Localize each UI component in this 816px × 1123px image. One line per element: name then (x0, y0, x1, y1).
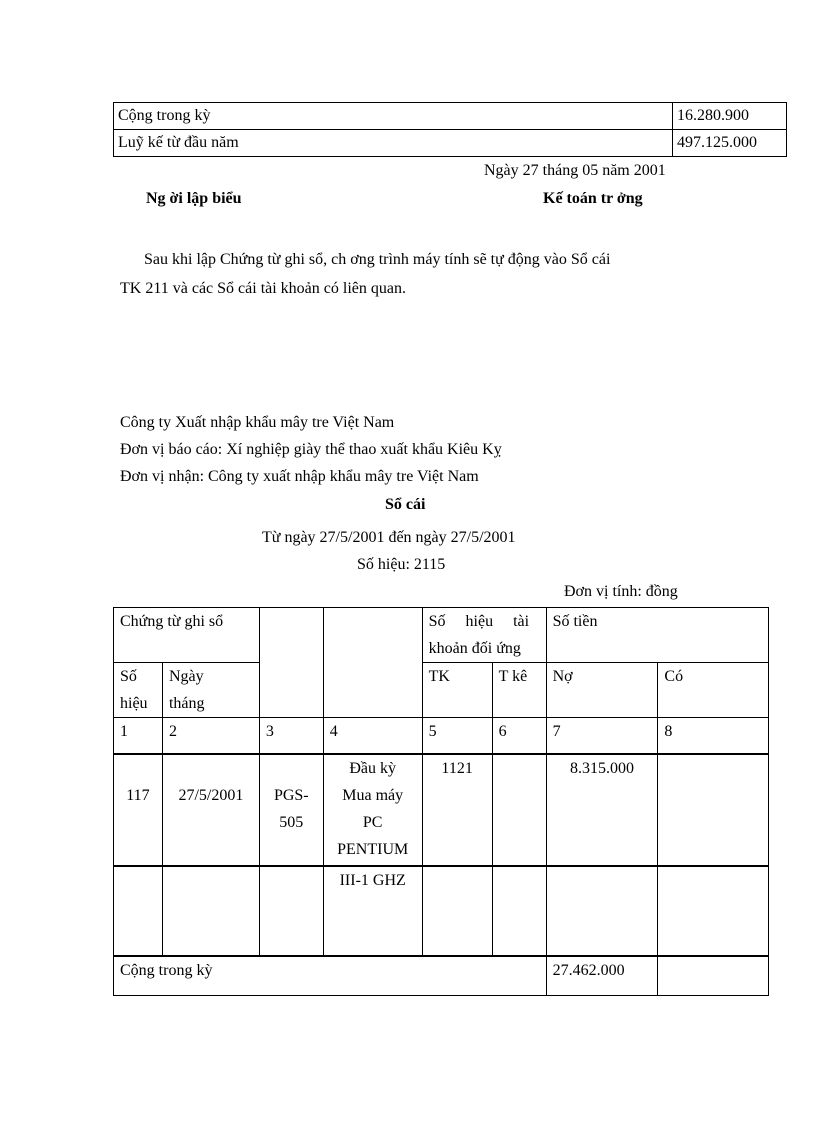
table-row (114, 754, 769, 866)
date-line-1: Ngày (168, 668, 204, 685)
summary-value: 16.280.900 (673, 103, 787, 130)
column-number: 8 (658, 718, 769, 754)
currency-unit: Đơn vị tính: đồng (564, 583, 678, 600)
column-number: 3 (259, 718, 323, 754)
summary-label: Cộng trong kỳ (114, 103, 673, 130)
entry-number (114, 754, 163, 866)
empty-cell (162, 866, 259, 956)
entry-tk: 1121 (422, 754, 492, 866)
preparer-signature: Ng ời lập biểu (146, 190, 242, 207)
ledger-table (113, 607, 769, 996)
contra-line-2: khoản đối ứng (428, 640, 521, 657)
number-line-2: hiệu (120, 695, 148, 712)
voucher-number-header (114, 663, 163, 718)
total-label: Cộng trong kỳ (114, 956, 547, 996)
date-line-2: tháng (168, 695, 205, 712)
empty-cell (259, 866, 323, 956)
empty-cell (422, 866, 492, 956)
contra-line-1: Số hiệu tài (428, 613, 530, 630)
entry-date-text: 27/5/2001 (178, 786, 244, 804)
table-row (114, 130, 787, 157)
date-line: Ngày 27 tháng 05 năm 2001 (484, 162, 666, 179)
document-line-1: PGS- (273, 786, 309, 804)
document-line-2: 505 (279, 813, 304, 831)
number-line-1: Số (120, 668, 137, 685)
entry-debit: 8.315.000 (546, 754, 658, 866)
entry-description (323, 754, 422, 866)
empty-cell (658, 866, 769, 956)
column-number: 4 (323, 718, 422, 754)
entry-number-text: 117 (126, 786, 150, 804)
description-line-2: Mua máy (342, 786, 404, 804)
entry-credit (658, 754, 769, 866)
debit-header: Nợ (546, 663, 658, 718)
summary-table (113, 102, 787, 157)
ledger-period: Từ ngày 27/5/2001 đến ngày 27/5/2001 (262, 529, 516, 546)
table-row (114, 956, 769, 996)
tke-header: T kê (492, 663, 546, 718)
description-continuation: III-1 GHZ (323, 866, 422, 956)
column-number: 2 (162, 718, 259, 754)
entry-document (259, 754, 323, 866)
empty-cell (323, 608, 422, 718)
receiving-unit: Đơn vị nhận: Công ty xuất nhập khẩu mây tre Việt Nam (120, 468, 479, 485)
credit-header: Có (658, 663, 769, 718)
entry-tke (492, 754, 546, 866)
empty-cell (492, 866, 546, 956)
paragraph-line-1: Sau khi lập Chứng từ ghi sổ, ch ơng trình máy tính sẽ tự động vào Sổ cái (144, 251, 611, 268)
table-row (114, 103, 787, 130)
empty-cell (259, 608, 323, 718)
total-credit (658, 956, 769, 996)
paragraph-line-2: TK 211 và các Sổ cái tài khoản có liên quan. (120, 280, 406, 297)
amount-header: Số tiền (546, 608, 768, 663)
column-number: 5 (422, 718, 492, 754)
chief-accountant-signature: Kế toán tr ởng (543, 190, 643, 207)
column-number: 1 (114, 718, 163, 754)
column-number: 6 (492, 718, 546, 754)
column-number: 7 (546, 718, 658, 754)
voucher-header: Chứng từ ghi sổ (114, 608, 260, 663)
voucher-date-header (162, 663, 259, 718)
empty-cell (546, 866, 658, 956)
table-row (114, 663, 769, 718)
summary-label: Luỹ kế từ đầu năm (114, 130, 673, 157)
description-line-3: PC (362, 813, 383, 831)
reporting-unit: Đơn vị báo cáo: Xí nghiệp giày thể thao xuất khẩu Kiêu Kỵ (120, 441, 502, 458)
ledger-title: Sổ cái (385, 496, 426, 513)
table-row (114, 608, 769, 663)
tk-header: TK (422, 663, 492, 718)
contra-account-header (422, 608, 546, 663)
description-line-4: PENTIUM (337, 840, 409, 858)
table-row (114, 866, 769, 956)
total-debit: 27.462.000 (546, 956, 658, 996)
account-number: Số hiệu: 2115 (357, 556, 446, 573)
summary-value: 497.125.000 (673, 130, 787, 157)
empty-cell (114, 866, 163, 956)
table-row (114, 718, 769, 754)
company-name: Công ty Xuất nhập khẩu mây tre Việt Nam (120, 414, 395, 431)
entry-date (162, 754, 259, 866)
description-line-1: Đầu kỳ (349, 759, 397, 777)
